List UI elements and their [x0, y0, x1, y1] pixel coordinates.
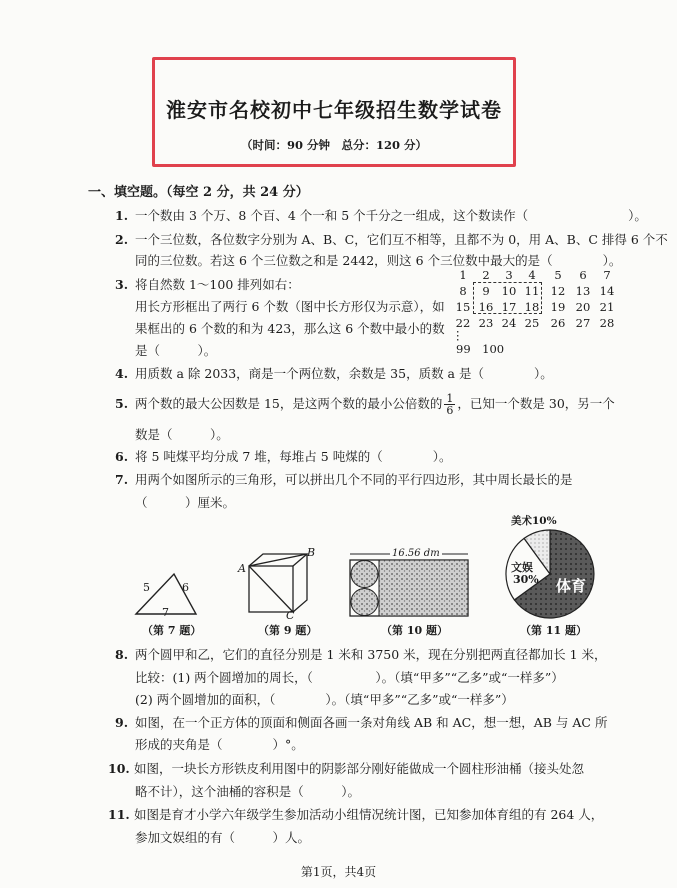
grid-cell: 21	[599, 300, 615, 314]
question-11	[108, 805, 603, 823]
question-number: 3.	[115, 277, 129, 292]
question-8	[115, 645, 607, 663]
grid-cell: 27	[575, 316, 591, 330]
question-3-line4: 是（ ）。	[135, 343, 217, 358]
question-10	[108, 759, 584, 777]
sheet-dimension-label: 16.56 dm	[392, 548, 440, 559]
question-8-line2: 比较：(1) 两个圆增加的周长，（ ）。（填“甲多”“乙多”或“一样多”）	[135, 670, 564, 685]
grid-cell: 28	[599, 316, 615, 330]
question-9-line2: 形成的夹角是（ ）°。	[135, 737, 304, 752]
diagonal-ac	[249, 566, 293, 612]
question-9	[115, 713, 607, 731]
grid-cell: 4	[528, 268, 536, 282]
grid-cell: 14	[599, 284, 615, 298]
grid-cell: 19	[550, 300, 566, 314]
shaded-circle-bottom	[351, 589, 378, 616]
diagonal-ab	[249, 554, 307, 566]
question-number: 8.	[115, 647, 129, 662]
question-2-line2: 同的三位数。若这 6 个三位数之和是 2442，则这 6 个三位数中最大的是（ ）。	[135, 253, 622, 268]
grid-cell: 1	[459, 268, 467, 282]
page-footer: 第1页，共4页	[300, 865, 377, 879]
question-text: 如图，一块长方形铁皮利用图中的阴影部分刚好能做成一个圆柱形油桶（接头处忽	[134, 761, 585, 776]
pie-label-sports: 体育	[556, 577, 587, 595]
figure-11-caption: （第 11 题）	[520, 624, 587, 637]
question-number: 4.	[115, 366, 129, 381]
question-number: 1.	[115, 208, 129, 223]
shaded-circle-top	[351, 561, 378, 588]
figure-10-caption: （第 10 题）	[381, 624, 448, 637]
grid-cell: 10	[501, 284, 517, 298]
grid-tail: 99 100	[456, 342, 505, 356]
cube-label-a: A	[238, 562, 246, 575]
question-text-a: 两个数的最大公因数是 15，是这两个数的最小公倍数的	[135, 396, 443, 411]
grid-cell: 22	[455, 316, 471, 330]
section-heading: 一、填空题。（每空 2 分，共 24 分）	[88, 185, 309, 200]
question-7-line2: （ ）厘米。	[135, 495, 236, 510]
grid-cell: 5	[554, 268, 562, 282]
question-text-b: ，已知一个数是 30，另一个	[457, 396, 615, 411]
question-text: 将 5 吨煤平均分成 7 堆，每堆占 5 吨煤的（ ）。	[135, 449, 452, 464]
question-text: 一个数由 3 个万、8 个百、4 个一和 5 个千分之一组成，这个数读作（ ）。	[135, 208, 647, 223]
triangle-side-7: 7	[162, 606, 169, 619]
shaded-rectangle	[379, 560, 468, 616]
question-11-line2: 参加文娱组的有（ ）人。	[135, 830, 311, 845]
question-text: 如图是育才小学六年级学生参加活动小组情况统计图，已知参加体育组的有 264 人，	[134, 807, 604, 822]
triangle-side-6: 6	[182, 581, 189, 594]
grid-cell: 2	[482, 268, 490, 282]
question-text: 一个三位数，各位数字分别为 A、B、C，它们互不相等，且都不为 0，用 A、B、C 排得 6 个不	[135, 232, 668, 247]
pie-label-entertainment-percent: 30%	[513, 573, 539, 586]
fraction-denominator: 6	[446, 404, 454, 417]
question-3-line2: 用长方形框出了两行 6 个数（图中长方形仅为示意），如	[135, 299, 445, 314]
grid-cell: 16	[478, 300, 494, 314]
question-text: 用两个如图所示的三角形，可以拼出几个不同的平行四边形，其中周长最长的是	[135, 472, 573, 487]
question-3-line3: 果框出的 6 个数的和为 423，那么这 6 个数中最小的数	[135, 321, 445, 336]
question-3	[115, 275, 300, 293]
grid-cell: 24	[501, 316, 517, 330]
question-2	[115, 230, 668, 248]
question-8-line3: (2) 两个圆增加的面积，（ ）。（填“甲多”“乙多”或“一样多”）	[135, 692, 514, 707]
question-1	[115, 206, 647, 224]
question-number: 9.	[115, 715, 129, 730]
grid-cell: 6	[579, 268, 587, 282]
question-number: 6.	[115, 449, 129, 464]
exam-title: 淮安市名校初中七年级招生数学试卷	[166, 98, 502, 122]
cube-label-c: C	[286, 609, 295, 622]
figure-9-caption: （第 9 题）	[258, 624, 318, 637]
grid-cell: 23	[478, 316, 494, 330]
question-text: 用质数 a 除 2033，商是一个两位数，余数是 35，质数 a 是（ ）。	[135, 366, 553, 381]
grid-cell: 12	[550, 284, 566, 298]
pie-label-art: 美术10%	[511, 515, 557, 527]
question-4	[115, 364, 553, 382]
question-number: 10.	[108, 761, 130, 776]
question-5	[115, 393, 615, 416]
question-10-line2: 略不计），这个油桶的容积是（ ）。	[135, 784, 361, 799]
figure-7-caption: （第 7 题）	[142, 624, 202, 637]
fraction-numerator: 1	[446, 392, 454, 405]
grid-cell: 3	[505, 268, 513, 282]
question-text: 两个圆甲和乙，它们的直径分别是 1 米和 3750 米，现在分别把两直径都加长 1 米，	[135, 647, 607, 662]
question-text: 如图，在一个正方体的顶面和侧面各画一条对角线 AB 和 AC，想一想，AB 与 AC 所	[135, 715, 608, 730]
grid-cell: 18	[524, 300, 540, 314]
grid-cell: 8	[459, 284, 467, 298]
question-7	[115, 470, 573, 488]
cube-label-b: B	[307, 546, 316, 559]
grid-cell: 11	[524, 284, 540, 298]
question-text: 将自然数 1～100 排列如右：	[135, 277, 300, 292]
grid-cell: 13	[575, 284, 591, 298]
grid-dots: ⋮	[452, 328, 465, 342]
grid-cell: 26	[550, 316, 566, 330]
dashed-selection-box	[473, 282, 542, 314]
question-number: 5.	[115, 396, 129, 411]
grid-cell: 9	[482, 284, 490, 298]
exam-subtitle: （时间：90 分钟 总分：120 分）	[240, 138, 427, 152]
cube-side-edges	[293, 554, 307, 612]
triangle-side-5: 5	[143, 581, 150, 594]
grid-cell: 7	[603, 268, 611, 282]
fraction	[444, 393, 455, 416]
question-5-line2: 数是（ ）。	[135, 427, 229, 442]
grid-cell: 25	[524, 316, 540, 330]
question-number: 11.	[108, 807, 130, 822]
grid-cell: 20	[575, 300, 591, 314]
question-number: 7.	[115, 472, 129, 487]
question-6	[115, 447, 451, 465]
question-number: 2.	[115, 232, 129, 247]
pie-label-entertainment: 文娱	[511, 561, 533, 574]
grid-cell: 17	[501, 300, 517, 314]
title-box	[152, 57, 516, 167]
cube-figure	[243, 550, 313, 618]
grid-cell: 15	[455, 300, 471, 314]
